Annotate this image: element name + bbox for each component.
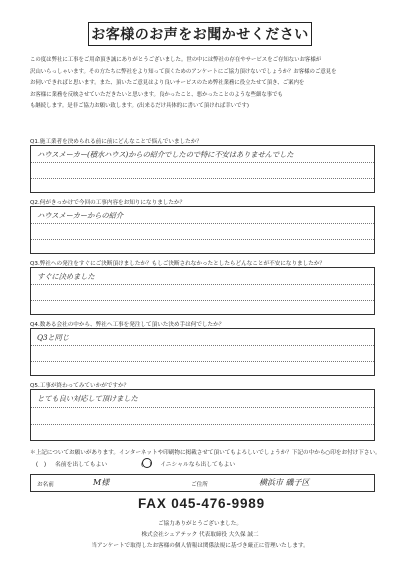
answer-box-3 <box>30 267 375 315</box>
fax-number: FAX 045-476-9989 <box>138 496 265 511</box>
thanks-text: ご協力ありがとうございました。 <box>158 521 242 527</box>
answer-rule <box>31 300 374 301</box>
option-initial[interactable] <box>135 459 235 468</box>
answer-rule <box>31 284 374 285</box>
answer-rule <box>31 178 374 179</box>
answer-rule <box>31 361 374 362</box>
answer-2: ハウスメーカーからの紹介 <box>37 211 123 220</box>
question-4: Q4.数ある会社の中から、弊社へ工事を発注して頂いた決め手は何でしたか？ <box>30 322 225 328</box>
answer-rule <box>31 345 374 346</box>
intro-line: 沢山いらっしゃいます。その方たちに弊社をより知って頂くためのアンケートにご協力頂けないでしょうか？お客様のご意見を <box>30 68 337 75</box>
option-name-label: 名前を出してもよい <box>55 462 108 468</box>
answer-box-4 <box>30 328 375 376</box>
page-title: お客様のお声をお聞かせください <box>88 22 312 46</box>
answer-rule <box>31 162 374 163</box>
publication-question: ＊上記についてお願いがあります。インターネットや印刷物に掲載させて頂いてもよろしいでしょうか？下記の中から○印をお付け下さい。 <box>30 450 381 456</box>
answer-rule <box>31 424 374 425</box>
question-5: Q5.工事が終わってみていかがですか？ <box>30 383 130 389</box>
option-name[interactable] <box>30 459 107 468</box>
option-initial-label: イニシャルなら出してもよい <box>160 462 236 468</box>
company-text: 株式会社シェアテック 代表取締役 大久保 誠二 <box>141 532 259 538</box>
option-paren: ( ) <box>135 459 157 468</box>
publication-options <box>30 459 235 468</box>
answer-4: Q3と同じ <box>37 333 69 342</box>
intro-line: この度は弊社に工事をご用命頂き誠にありがとうございました。世の中には弊社の存在やサービスをご存知ないお客様が <box>30 57 322 63</box>
answer-box-5 <box>30 389 375 441</box>
circled-mark-icon <box>142 458 152 468</box>
intro-line: お客様に業務を反映させていただきたいと思います。良かったこと、悪かったことのような些細な事でも <box>30 91 283 98</box>
question-2: Q2.何がきっかけで今回の工事内容をお知りになりましたか？ <box>30 200 186 206</box>
privacy-text: 当アンケートで取得したお客様の個人情報は関係法規に基づき厳正に管理いたします。 <box>91 543 309 549</box>
answer-rule <box>31 239 374 240</box>
name-value: M様 <box>93 478 110 487</box>
answer-rule <box>31 407 374 408</box>
address-value: 横浜市 磯子区 <box>259 478 310 487</box>
intro-text <box>30 55 374 113</box>
customer-info-box <box>30 474 375 492</box>
option-paren: ( ) <box>35 462 47 468</box>
address-label: ご住所 <box>191 482 208 488</box>
answer-rule <box>31 223 374 224</box>
answer-3: すぐに決めました <box>37 272 95 281</box>
answer-box-1 <box>30 145 375 193</box>
answer-5: とても良い対応して頂けました <box>37 394 138 403</box>
answer-box-2 <box>30 206 375 254</box>
intro-line: も継続します。是非ご協力お願い致します。(出来るだけ具体的に書いて頂ければ幸いです) <box>30 103 249 110</box>
name-label: お名前 <box>37 482 54 488</box>
answer-1: ハウスメーカー(積水ハウス)からの紹介でしたので特に不安はありませんでした <box>37 150 294 159</box>
question-1: Q1.施工業者を決められる前に前にどんなことで悩んでいましたか？ <box>30 139 202 145</box>
question-3: Q3.弊社への発注をすぐにご決断頂けましたか？もしご決断されなかったとしたらどんなことが不安になりましたか？ <box>30 261 326 267</box>
intro-line: お伺いできればと思います。また、頂いたご意見はより良いサービスのため弊社業務に役立たせて頂き、ご案内を <box>30 80 305 87</box>
